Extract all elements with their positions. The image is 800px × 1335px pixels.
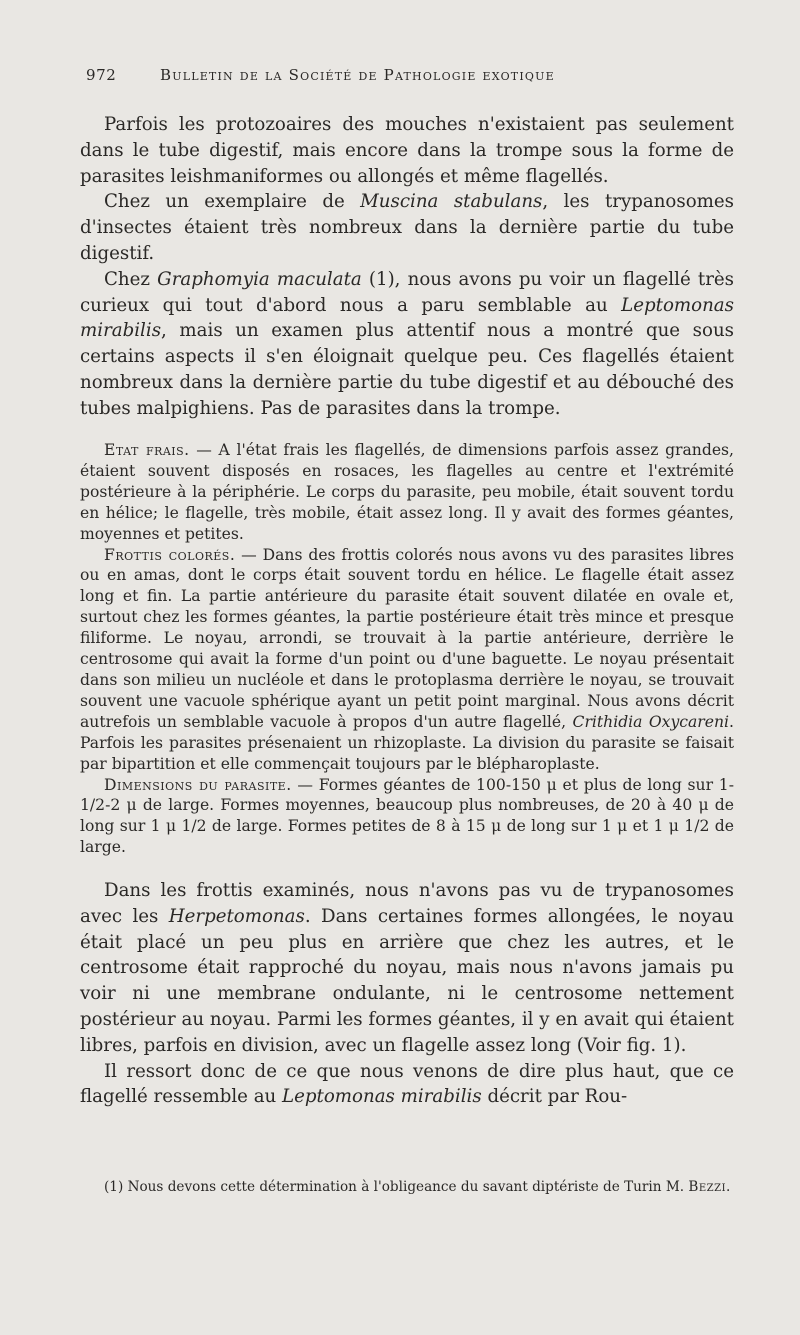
frottis-label: Frottis colorés. xyxy=(104,545,236,564)
paragraph-2-text-a: Chez un exemplaire de xyxy=(104,191,361,213)
paragraph-4-text-a: Dans les frottis examinés, nous n'avons pas vu de trypanosomes avec les xyxy=(80,880,734,927)
paragraph-3-text-a: Chez xyxy=(104,268,158,290)
footnote-text-a: (1) Nous devons cette détermination à l'obligeance du savant diptériste de Turin M. xyxy=(104,1179,689,1195)
paragraph-3-text-c: , mais un examen plus attentif nous a montré que sous certains aspects il s'en éloignait quelque peu. Ces flagellés étaient nombreux dans la dernière partie du tube digestif et au débouché des tubes malpighiens. Pas de parasites dans la trompe. xyxy=(80,320,734,419)
dimensions-text: — Formes géantes de 100-150 μ et plus de long sur 1-1/2-2 μ de large. Formes moyennes, beaucoup plus nombreuses, de 20 à 40 μ de long sur 1 μ 1/2 de large. Formes petites de 8 à 15 μ de long sur 1 μ et 1 μ 1/2 de large. xyxy=(80,775,734,857)
paragraph-5-text-a: Il ressort donc de ce que nous venons de dire plus haut, que ce flagellé ressemble au xyxy=(80,1060,734,1108)
frottis-paragraph xyxy=(80,545,734,775)
journal-title: Bulletin de la Société de Pathologie exotique xyxy=(160,66,555,84)
footnote-1 xyxy=(80,1178,734,1197)
running-header xyxy=(86,66,746,84)
paragraph-2-text-b: , les trypanosomes d'insectes étaient très nombreux dans la dernière partie du tube digestif. xyxy=(80,191,734,264)
paragraph-5-text-b: décrit par Rou- xyxy=(481,1086,628,1108)
paragraph-5 xyxy=(80,1059,734,1111)
genus-herpetomonas: Herpetomonas xyxy=(168,905,305,927)
paragraph-3-text-b: (1), nous avons pu voir un flagellé très curieux qui tout d'abord nous a paru semblable au xyxy=(80,268,734,316)
paragraph-4-text-b: . Dans certaines formes allongées, le noyau était placé un peu plus en arrière que chez les autres, et le centrosome était rapproché du noyau, mais nous n'avons jamais pu voir ni une membrane ondulante, ni le centrosome nettement postérieur au noyau. Parmi les formes géantes, il y en avait qui étaient libres, parfois en division, avec un flagelle assez long (Voir fig. 1). xyxy=(80,905,734,1056)
footnote-text-b: . xyxy=(726,1179,731,1195)
dimensions-paragraph xyxy=(80,775,734,859)
species-graphomyia-maculata: Graphomyia maculata xyxy=(157,268,362,290)
species-muscina-stabulans: Muscina stabulans xyxy=(360,191,543,213)
footnote-name: Bezzi xyxy=(688,1179,727,1195)
dimensions-label: Dimensions du parasite. xyxy=(104,775,292,794)
frottis-text-b: . Parfois les parasites présenaient un rhizoplaste. La division du parasite se faisait par bipartition et elle commençait toujours par le blépharoplaste. xyxy=(80,712,734,773)
species-leptomonas-mirabilis: Leptomonas mirabilis xyxy=(80,294,734,342)
etat-frais-label: Etat frais. xyxy=(104,441,190,459)
small-print-section xyxy=(80,440,734,858)
etat-frais-paragraph xyxy=(80,440,734,545)
paragraph-3 xyxy=(80,267,734,422)
paragraph-1 xyxy=(80,112,734,189)
body-text-top xyxy=(80,112,734,422)
etat-frais-text: — A l'état frais les flagellés, de dimensions parfois assez grandes, étaient souvent disposés en rosaces, les flagelles au centre et l'extrémité postérieure à la périphérie. Le corps du parasite, peu mobile, était souvent tordu en hélice; le flagelle, très mobile, était assez long. Il y avait des formes géantes, moyennes et petites. xyxy=(80,441,735,543)
paragraph-2 xyxy=(80,189,734,266)
species-leptomonas-mirabilis-2: Leptomonas mirabilis xyxy=(282,1086,482,1108)
body-text-bottom xyxy=(80,878,734,1110)
frottis-text-a: — Dans des frottis colorés nous avons vu des parasites libres ou en amas, dont le corps était souvent tordu en hélice. Le flagelle était assez long et fin. La partie antérieure du parasite était souvent dilatée en ovale et, surtout chez les formes géantes, la partie postérieure était très mince et presque filiforme. Le noyau, arrondi, se trouvait à la partie antérieure, derrière le centrosome qui avait la forme d'un point ou d'une baguette. Le noyau présentait dans son milieu un nucléole et dans le protoplasma derrière le noyau, se trouvait souvent une vacuole sphérique ayant un petit point marginal. Nous avons décrit autrefois un semblable vacuole à propos d'un autre flagellé, xyxy=(80,545,734,731)
paragraph-4 xyxy=(80,878,734,1059)
paragraph-1-text: Parfois les protozoaires des mouches n'existaient pas seulement dans le tube digestif, mais encore dans la trompe sous la forme de parasites leishmaniformes ou allongés et même flagellés. xyxy=(80,114,734,187)
species-crithidia-oxycareni: Crithidia Oxycareni xyxy=(572,712,730,731)
page-number: 972 xyxy=(86,66,117,84)
footnote xyxy=(80,1178,734,1197)
